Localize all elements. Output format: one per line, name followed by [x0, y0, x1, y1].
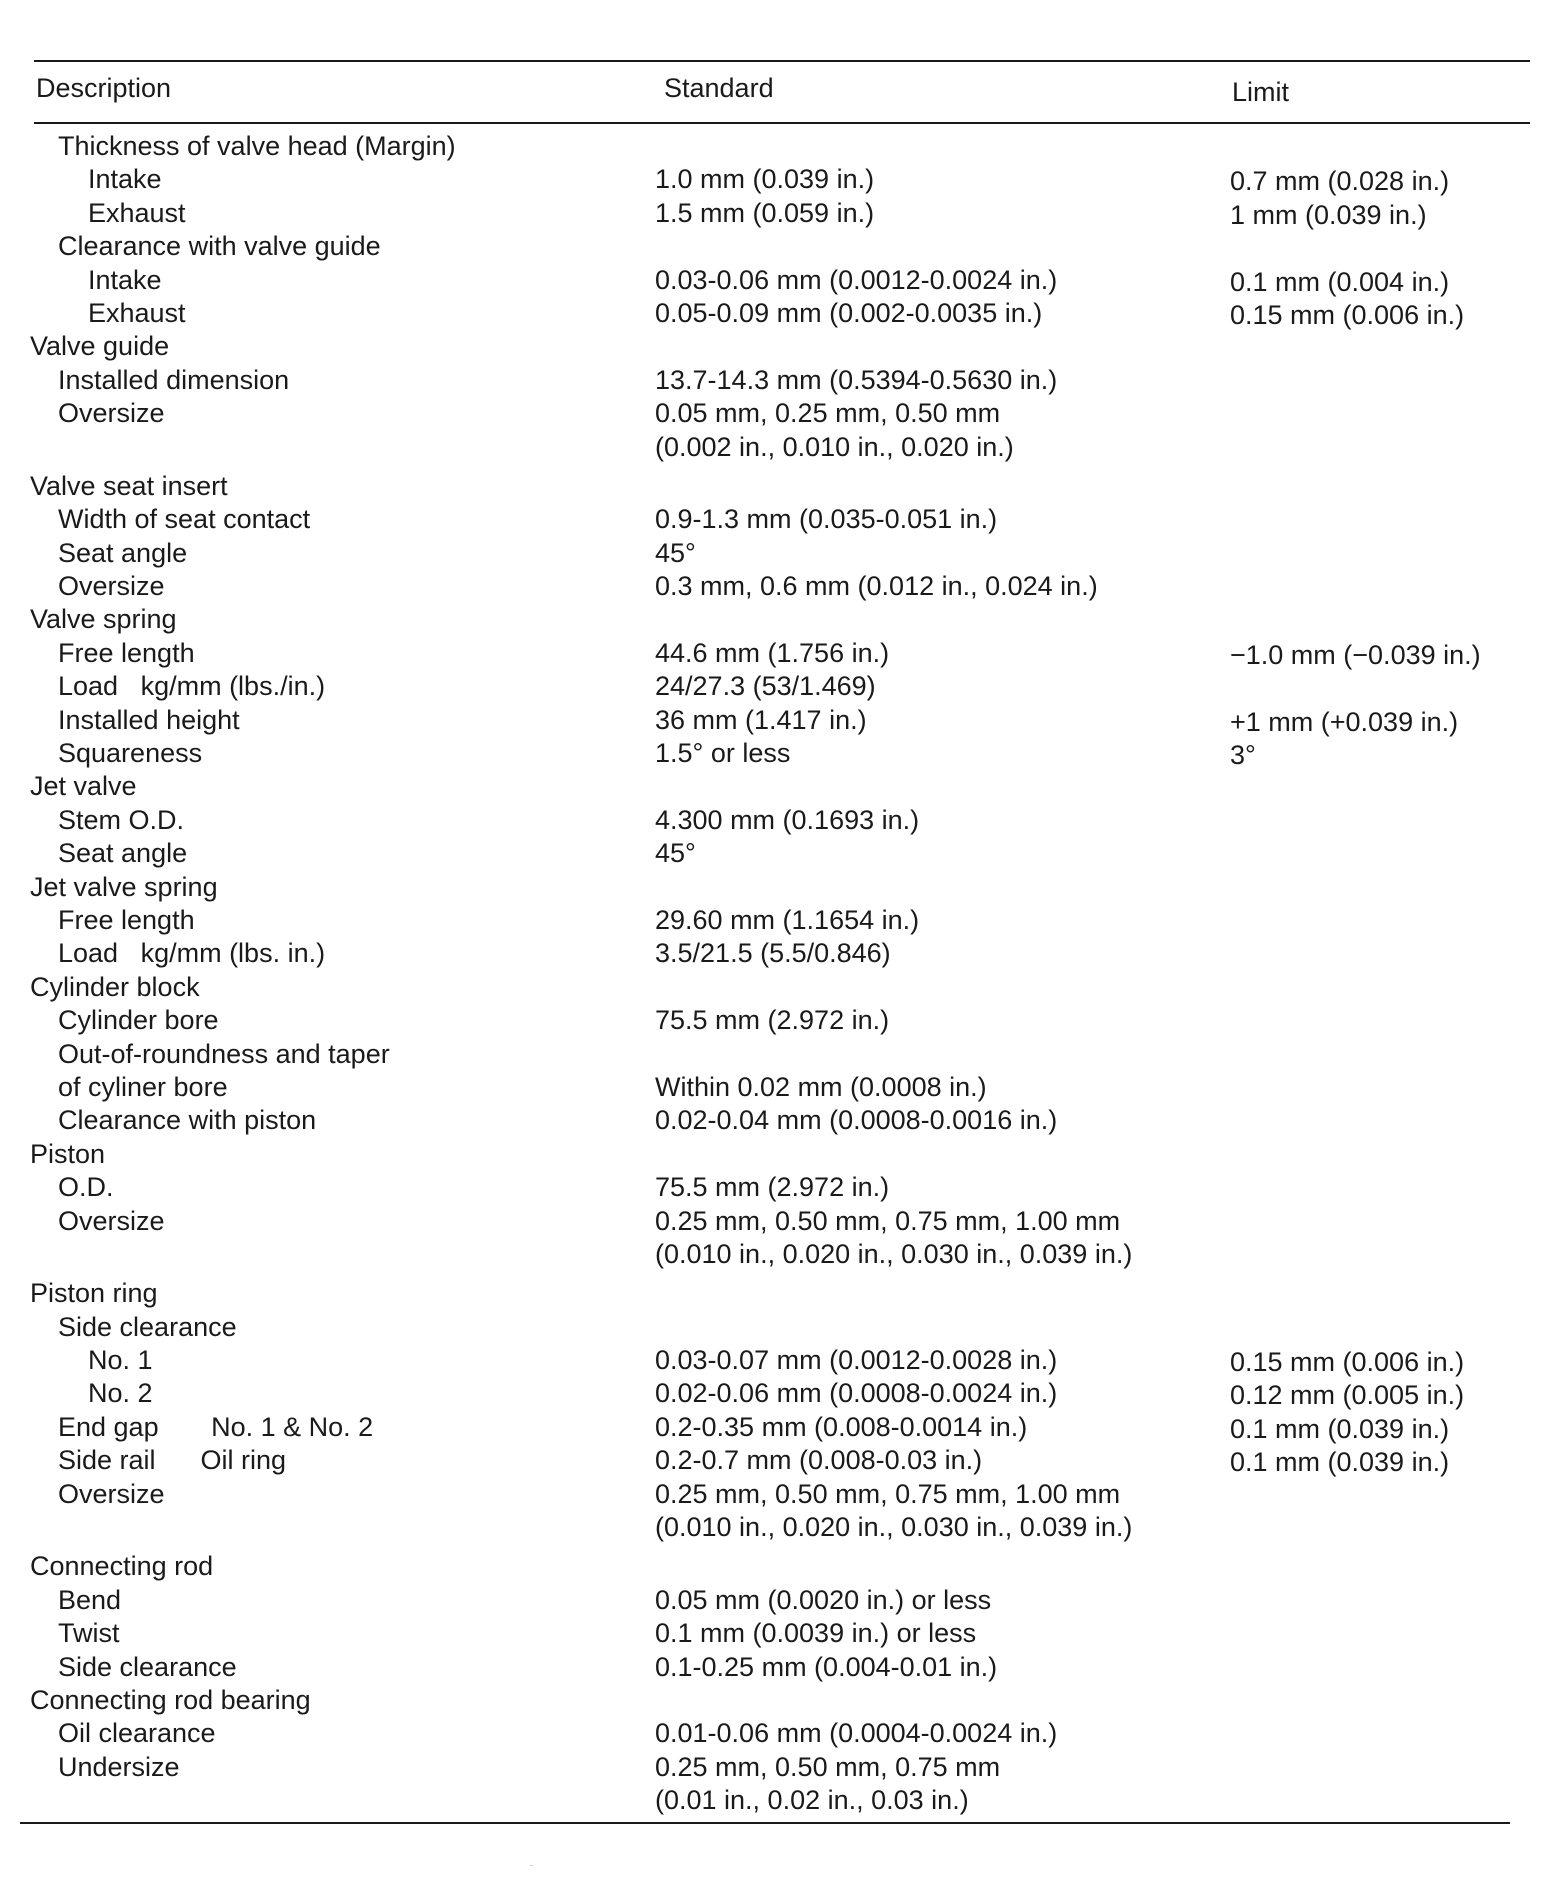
row-standard: 0.03-0.07 mm (0.0012-0.0028 in.) [655, 1345, 1058, 1376]
row-description: No. 1 [88, 1345, 153, 1376]
row-standard: 0.3 mm, 0.6 mm (0.012 in., 0.024 in.) [655, 571, 1098, 602]
row-description: Oil clearance [58, 1718, 216, 1749]
row-description: Side clearance [58, 1651, 237, 1682]
row-description: Installed dimension [58, 364, 290, 395]
spec-row [0, 1377, 1568, 1410]
row-description: Oversize [58, 398, 165, 429]
row-standard: 0.1 mm (0.0039 in.) or less [655, 1618, 977, 1649]
row-limit: 0.12 mm (0.005 in.) [1230, 1380, 1465, 1411]
spec-row [0, 1277, 1568, 1310]
spec-row [0, 1751, 1568, 1818]
row-description: Oversize [58, 571, 165, 602]
row-description: Seat angle [58, 537, 188, 568]
spec-row [0, 1651, 1568, 1684]
spec-row [0, 1205, 1568, 1272]
row-description: Twist [58, 1618, 120, 1649]
row-description: Side clearance [58, 1311, 237, 1342]
header-standard: Standard [664, 73, 774, 103]
row-standard-inches: (0.002 in., 0.010 in., 0.020 in.) [655, 431, 1014, 462]
row-limit: −1.0 mm (−0.039 in.) [1230, 639, 1481, 670]
row-standard: 45° [655, 838, 696, 869]
spec-row [0, 470, 1568, 503]
row-standard: 1.0 mm (0.039 in.) [655, 164, 875, 195]
row-limit: 0.7 mm (0.028 in.) [1230, 166, 1450, 197]
row-description: Oversize [58, 1205, 165, 1236]
spec-table-body [0, 130, 1568, 1824]
header-limit: Limit [1232, 77, 1290, 107]
row-description: Exhaust [88, 197, 186, 228]
row-standard: 0.9-1.3 mm (0.035-0.051 in.) [655, 504, 998, 535]
scan-mark [530, 1865, 533, 1866]
spec-row [0, 1038, 1568, 1071]
header-rule [34, 122, 1530, 124]
spec-row [0, 1617, 1568, 1650]
row-standard-inches: (0.01 in., 0.02 in., 0.03 in.) [655, 1785, 969, 1816]
row-standard: 0.01-0.06 mm (0.0004-0.0024 in.) [655, 1718, 1058, 1749]
row-description: Connecting rod bearing [30, 1685, 311, 1716]
row-standard: 75.5 mm (2.972 in.) [655, 1005, 890, 1036]
row-description: Valve seat insert [30, 470, 228, 501]
spec-row [0, 737, 1568, 770]
row-description: Width of seat contact [58, 504, 311, 535]
row-standard: 0.25 mm, 0.50 mm, 0.75 mm, 1.00 mm [655, 1205, 1121, 1236]
row-description: Squareness [58, 738, 203, 769]
row-standard: 0.1-0.25 mm (0.004-0.01 in.) [655, 1651, 998, 1682]
row-limit: 1 mm (0.039 in.) [1230, 199, 1427, 230]
row-description: Oversize [58, 1478, 165, 1509]
row-description: Valve guide [30, 331, 170, 362]
spec-row [0, 1411, 1568, 1444]
row-standard: 0.2-0.7 mm (0.008-0.03 in.) [655, 1445, 983, 1476]
spec-row [0, 1684, 1568, 1717]
row-description: Intake [88, 164, 162, 195]
row-limit: 0.1 mm (0.004 in.) [1230, 266, 1450, 297]
spec-row [0, 1071, 1568, 1104]
row-standard: 45° [655, 537, 696, 568]
spec-row [0, 130, 1568, 163]
spec-row [0, 704, 1568, 737]
row-description: Valve spring [30, 604, 177, 635]
row-description: End gap No. 1 & No. 2 [58, 1411, 374, 1442]
row-standard: 13.7-14.3 mm (0.5394-0.5630 in.) [655, 364, 1058, 395]
row-standard: 0.05-0.09 mm (0.002-0.0035 in.) [655, 297, 1043, 328]
row-standard: 0.05 mm (0.0020 in.) or less [655, 1584, 992, 1615]
row-standard: 36 mm (1.417 in.) [655, 704, 867, 735]
spec-row [0, 971, 1568, 1004]
spec-row [0, 770, 1568, 803]
row-description: Seat angle [58, 838, 188, 869]
row-description: Clearance with piston [58, 1105, 317, 1136]
row-description: Thickness of valve head (Margin) [58, 131, 456, 161]
spec-row [0, 297, 1568, 330]
row-description: Bend [58, 1584, 122, 1615]
spec-row [0, 503, 1568, 536]
spec-row [0, 537, 1568, 570]
row-description: of cyliner bore [58, 1071, 228, 1102]
spec-row [0, 904, 1568, 937]
spec-row [0, 197, 1568, 230]
spec-row [0, 1550, 1568, 1583]
row-description: Free length [58, 905, 195, 935]
row-standard: 0.2-0.35 mm (0.008-0.0014 in.) [655, 1411, 1028, 1442]
row-standard: 4.300 mm (0.1693 in.) [655, 804, 920, 835]
row-description: Piston ring [30, 1278, 158, 1309]
row-limit: 0.15 mm (0.006 in.) [1230, 1347, 1465, 1378]
spec-row [0, 1344, 1568, 1377]
row-standard: 44.6 mm (1.756 in.) [655, 637, 890, 668]
row-standard: 0.03-0.06 mm (0.0012-0.0024 in.) [655, 264, 1058, 295]
top-rule [34, 60, 1530, 62]
row-limit: 0.1 mm (0.039 in.) [1230, 1447, 1450, 1478]
spec-row [0, 1717, 1568, 1750]
row-description: Cylinder bore [58, 1005, 219, 1036]
spec-row [0, 397, 1568, 464]
row-description: Out-of-roundness and taper [58, 1038, 390, 1069]
row-description: Free length [58, 637, 195, 668]
row-standard: 1.5 mm (0.059 in.) [655, 197, 875, 228]
spec-row [0, 1138, 1568, 1171]
spec-row [0, 670, 1568, 703]
row-description: Cylinder block [30, 971, 200, 1002]
row-standard: 0.02-0.04 mm (0.0008-0.0016 in.) [655, 1105, 1058, 1136]
row-standard: 0.25 mm, 0.50 mm, 0.75 mm, 1.00 mm [655, 1478, 1121, 1509]
row-description: Intake [88, 264, 162, 295]
spec-row [0, 937, 1568, 970]
spec-row [0, 1478, 1568, 1545]
row-description: Undersize [58, 1751, 180, 1782]
row-description: Load kg/mm (lbs./in.) [58, 671, 326, 702]
row-standard: 0.05 mm, 0.25 mm, 0.50 mm [655, 398, 1001, 429]
row-standard: 29.60 mm (1.1654 in.) [655, 905, 920, 935]
spec-row [0, 837, 1568, 870]
row-standard: 1.5° or less [655, 738, 791, 769]
spec-row [0, 637, 1568, 670]
row-standard: 3.5/21.5 (5.5/0.846) [655, 938, 891, 969]
row-description: Load kg/mm (lbs. in.) [58, 938, 326, 969]
row-standard: Within 0.02 mm (0.0008 in.) [655, 1071, 987, 1102]
spec-row [0, 603, 1568, 636]
row-description: Installed height [58, 704, 240, 735]
row-description: No. 2 [88, 1378, 153, 1409]
bottom-rule [20, 1822, 1510, 1824]
spec-row [0, 163, 1568, 196]
spec-row [0, 871, 1568, 904]
row-limit: +1 mm (+0.039 in.) [1230, 706, 1459, 737]
spec-row [0, 1444, 1568, 1477]
row-description: Connecting rod [30, 1551, 214, 1582]
row-standard: 75.5 mm (2.972 in.) [655, 1172, 890, 1203]
row-limit: 3° [1230, 740, 1256, 771]
spec-row [0, 1104, 1568, 1137]
row-standard-inches: (0.010 in., 0.020 in., 0.030 in., 0.039 in.) [655, 1512, 1133, 1543]
spec-row [0, 1584, 1568, 1617]
spec-row [0, 570, 1568, 603]
spec-row [0, 804, 1568, 837]
spec-row [0, 1311, 1568, 1344]
spec-row [0, 230, 1568, 263]
row-description: Jet valve [30, 771, 137, 802]
header-description: Description [36, 73, 172, 103]
spec-row [0, 1004, 1568, 1037]
row-description: Jet valve spring [30, 871, 218, 902]
row-standard: 0.25 mm, 0.50 mm, 0.75 mm [655, 1751, 1001, 1782]
spec-row [0, 264, 1568, 297]
row-standard-inches: (0.010 in., 0.020 in., 0.030 in., 0.039 in.) [655, 1238, 1133, 1269]
spec-row [0, 364, 1568, 397]
row-standard: 0.02-0.06 mm (0.0008-0.0024 in.) [655, 1378, 1058, 1409]
row-description: Stem O.D. [58, 804, 185, 835]
row-limit: 0.1 mm (0.039 in.) [1230, 1413, 1450, 1444]
spec-row [0, 330, 1568, 363]
row-description: Exhaust [88, 297, 186, 328]
row-description: Piston [30, 1138, 106, 1169]
row-standard: 24/27.3 (53/1.469) [655, 671, 876, 702]
spec-row [0, 1171, 1568, 1204]
row-limit: 0.15 mm (0.006 in.) [1230, 299, 1465, 330]
row-description: Side rail Oil ring [58, 1445, 287, 1476]
row-description: Clearance with valve guide [58, 231, 381, 262]
row-description: O.D. [58, 1172, 114, 1203]
